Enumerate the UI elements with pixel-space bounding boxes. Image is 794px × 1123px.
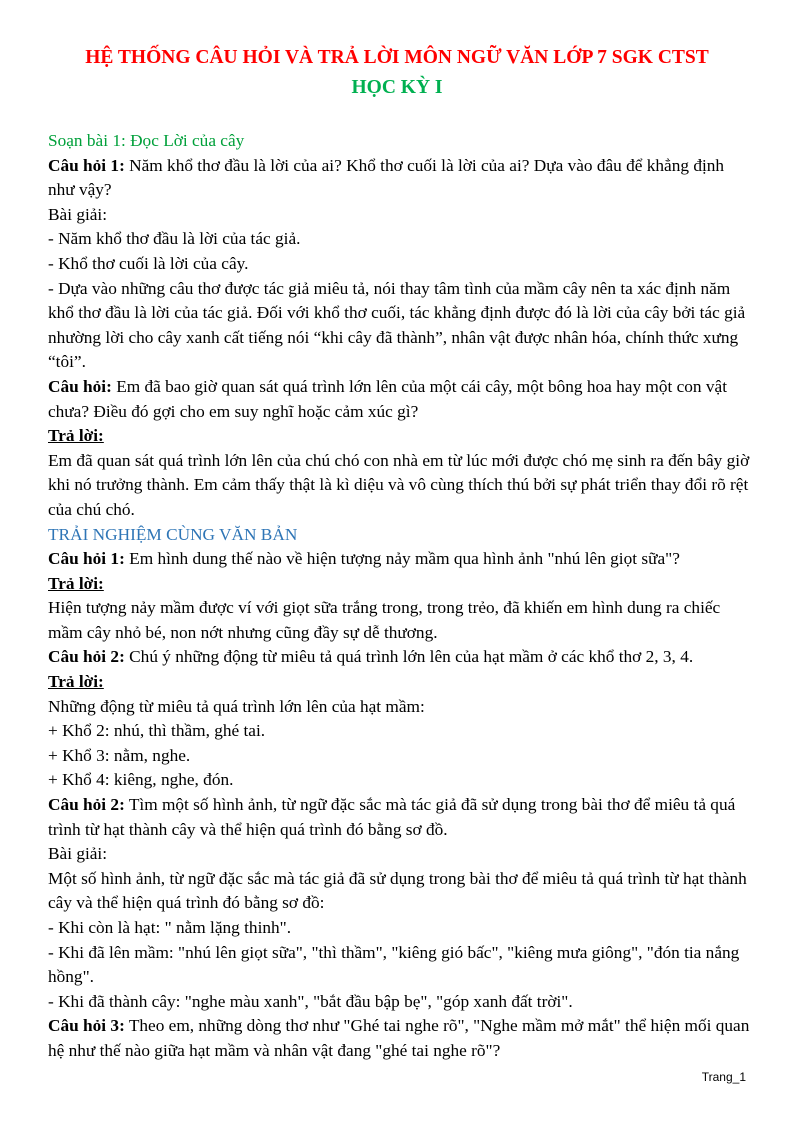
- list-item: - Khi còn là hạt: " nằm lặng thinh".: [48, 918, 292, 937]
- answer-label: Trả lời:: [48, 573, 104, 593]
- answer-paragraph: Hiện tượng nảy mầm được ví với giọt sữa trắng trong, trong trẻo, đã khiến em hình dung ra chiếc mầm cây nhỏ bé, non nớt nhưng cũng đầy sự dễ thương.: [48, 598, 721, 642]
- answer-label: Trả lời:: [48, 426, 104, 446]
- question-label: Câu hỏi 3:: [48, 1016, 125, 1036]
- solution-label: Bài giải:: [48, 844, 108, 864]
- list-item: - Khi đã lên mầm: "nhú lên giọt sữa", "thì thầm", "kiêng gió bấc", "kiêng mưa giông", "đón tia nắng hồng".: [48, 942, 740, 987]
- question-text: Em hình dung thế nào về hiện tượng nảy mầm qua hình ảnh "nhú lên giọt sữa"?: [124, 549, 680, 569]
- list-item: + Khổ 2: nhú, thì thầm, ghé tai.: [48, 721, 266, 741]
- question-general: [48, 375, 752, 424]
- section-heading: TRẢI NGHIỆM CÙNG VĂN BẢN: [48, 524, 298, 544]
- solution-label: Bài giải:: [48, 204, 108, 224]
- answer-line: - Khổ thơ cuối là lời của cây.: [48, 253, 249, 273]
- document-subtitle: HỌC KỲ I: [351, 77, 443, 98]
- lesson-heading: Soạn bài 1: Đọc Lời của cây: [48, 131, 245, 150]
- list-item: - Khi đã thành cây: "nghe màu xanh", "bắt đầu bập bẹ", "góp xanh đất trời".: [48, 991, 573, 1011]
- document-title: HỆ THỐNG CÂU HỎI VÀ TRẢ LỜI MÔN NGỮ VĂN LỚP 7 SGK CTST: [85, 47, 709, 68]
- question-label: Câu hỏi 2:: [48, 647, 125, 667]
- answer-label: Trả lời:: [48, 672, 104, 692]
- list-item: + Khổ 4: kiêng, nghe, đón.: [48, 770, 234, 790]
- question-text: Em đã bao giờ quan sát quá trình lớn lên của một cái cây, một bông hoa hay một con vật chưa? Điều đó gợi cho em suy nghĩ hoặc cảm xúc gì?: [48, 376, 727, 421]
- question-e2b: [48, 793, 752, 842]
- question-text: Theo em, những dòng thơ như "Ghé tai nghe rõ", "Nghe mầm mở mắt" thể hiện mối quan hệ như thế nào giữa hạt mầm và nhân vật đang "ghé tai nghe rõ"?: [48, 1016, 750, 1060]
- question-e1: [48, 547, 752, 572]
- question-1: [48, 154, 752, 203]
- question-text: Tìm một số hình ảnh, từ ngữ đặc sắc mà tác giả đã sử dụng trong bài thơ để miêu tả quá trình từ hạt thành cây và thể hiện quá trình đó bằng sơ đồ.: [48, 795, 736, 839]
- question-label: Câu hỏi 1:: [48, 155, 125, 175]
- answer-paragraph: Em đã quan sát quá trình lớn lên của chú chó con nhà em từ lúc mới được chó mẹ sinh ra đến bây giờ khi nó trưởng thành. Em cảm thấy thật là kì diệu và vô cùng thích thú bởi sự phát triển thay đổi rõ rệt của chú chó.: [48, 450, 750, 519]
- question-e2: [48, 645, 752, 670]
- answer-paragraph: Một số hình ảnh, từ ngữ đặc sắc mà tác giả đã sử dụng trong bài thơ để miêu tả quá trình từ hạt thành cây và thể hiện quá trình đó bằng sơ đồ:: [48, 868, 747, 913]
- question-e3: [48, 1014, 752, 1063]
- question-label: Câu hỏi:: [48, 376, 112, 396]
- answer-line: - Năm khổ thơ đầu là lời của tác giả.: [48, 229, 301, 249]
- answer-paragraph: - Dựa vào những câu thơ được tác giả miêu tả, nói thay tâm tình của mầm cây nên ta xác định năm khổ thơ đầu là lời của tác giả. Đối với khổ thơ cuối, tác khẳng định được đó là lời của cây bởi tác giả nhường lời cho cây xanh cất tiếng nói “khi cây đã thành”, nhân vật được nhân hóa, chính thức xưng “tôi”.: [48, 278, 746, 372]
- question-label: Câu hỏi 2:: [48, 795, 125, 815]
- document-body: [48, 129, 752, 1064]
- question-label: Câu hỏi 1:: [48, 549, 125, 569]
- answer-line: Những động từ miêu tả quá trình lớn lên của hạt mầm:: [48, 696, 425, 716]
- page-number: Trang_1: [701, 1070, 746, 1084]
- list-item: + Khổ 3: nằm, nghe.: [48, 745, 191, 765]
- question-text: Chú ý những động từ miêu tả quá trình lớn lên của hạt mầm ở các khổ thơ 2, 3, 4.: [124, 647, 694, 667]
- question-text: Năm khổ thơ đầu là lời của ai? Khổ thơ cuối là lời của ai? Dựa vào đâu để khẳng định như vậy?: [48, 155, 725, 200]
